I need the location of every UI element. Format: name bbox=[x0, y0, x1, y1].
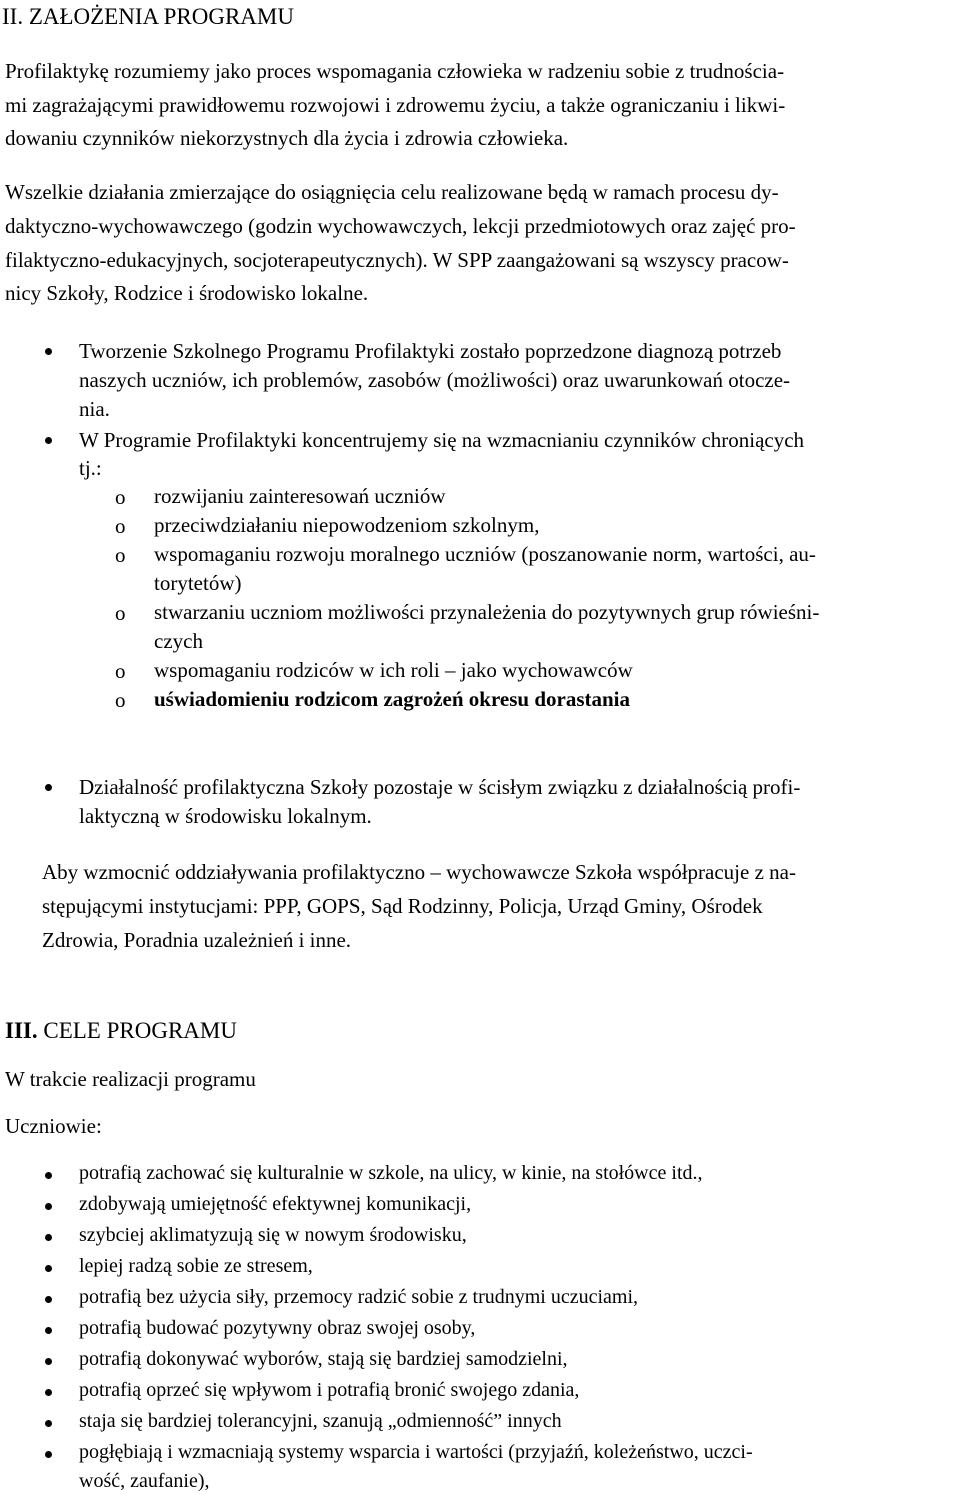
sub-item: wspomaganiu rodziców w ich roli – jako wychowawców bbox=[154, 658, 633, 682]
sub-item: czych bbox=[154, 629, 203, 653]
sub-item-bold: uświadomieniu rodzicom zagrożeń okresu dorastania bbox=[154, 687, 631, 711]
bullet-icon bbox=[45, 1327, 52, 1334]
section-number: III. bbox=[5, 1018, 44, 1043]
paragraph-line: stępującymi instytucjami: PPP, GOPS, Sąd Rodzinny, Policja, Urząd Gminy, Ośrodek bbox=[42, 894, 763, 918]
list-item: potrafią budować pozytywny obraz swojej osoby, bbox=[79, 1317, 476, 1339]
circle-bullet-icon: o bbox=[115, 601, 126, 625]
list-item: pogłębiają i wzmacniają systemy wsparcia i wartości (przyjaźń, koleżeństwo, uczci- bbox=[79, 1441, 753, 1463]
paragraph-line: Zdrowia, Poradnia uzależnień i inne. bbox=[42, 928, 352, 952]
paragraph-line: Profilaktykę rozumiemy jako proces wspomagania człowieka w radzeniu sobie z trudnościa- bbox=[5, 59, 785, 83]
sub-item: torytetów) bbox=[154, 571, 242, 595]
list-item: wość, zaufanie), bbox=[79, 1470, 210, 1492]
bullet-text: W Programie Profilaktyki koncentrujemy się na wzmacnianiu czynników chroniących bbox=[79, 428, 805, 452]
paragraph-line: nicy Szkoły, Rodzice i środowisko lokalne. bbox=[5, 281, 369, 305]
bullet-icon bbox=[45, 1203, 52, 1210]
sub-item: stwarzaniu uczniom możliwości przynależenia do pozytywnych grup rówieśni- bbox=[154, 600, 820, 624]
list-item: potrafią bez użycia siły, przemocy radzić sobie z trudnymi uczuciami, bbox=[79, 1286, 639, 1308]
bullet-icon bbox=[45, 1234, 52, 1241]
list-item: zdobywają umiejętność efektywnej komunikacji, bbox=[79, 1193, 472, 1215]
bullet-icon bbox=[45, 348, 52, 355]
bullet-icon bbox=[45, 1296, 52, 1303]
circle-bullet-icon: o bbox=[115, 659, 126, 683]
sub-item: przeciwdziałaniu niepowodzeniom szkolnym, bbox=[154, 513, 540, 537]
paragraph-line: mi zagrażającymi prawidłowemu rozwojowi i zdrowemu życiu, a także ograniczaniu i likwi- bbox=[5, 93, 786, 117]
circle-bullet-icon: o bbox=[115, 485, 126, 509]
circle-bullet-icon: o bbox=[115, 543, 126, 567]
bullet-icon bbox=[45, 1389, 52, 1396]
bullet-icon bbox=[45, 1265, 52, 1272]
list-item: lepiej radzą sobie ze stresem, bbox=[79, 1255, 313, 1277]
bullet-text: naszych uczniów, ich problemów, zasobów (możliwości) oraz uwarunkowań otocze- bbox=[79, 368, 791, 392]
sub-item: wspomaganiu rozwoju moralnego uczniów (poszanowanie norm, wartości, au- bbox=[154, 542, 816, 566]
bullet-text: tj.: bbox=[79, 456, 102, 480]
section-intro: W trakcie realizacji programu bbox=[5, 1067, 256, 1091]
circle-bullet-icon: o bbox=[115, 688, 126, 712]
paragraph-line: filaktyczno-edukacyjnych, socjoterapeutycznych). W SPP zaangażowani są wszyscy pracow- bbox=[5, 248, 789, 272]
paragraph-line: dowaniu czynników niekorzystnych dla życia i zdrowia człowieka. bbox=[5, 126, 569, 150]
bullet-icon bbox=[45, 784, 52, 791]
bullet-icon bbox=[45, 1358, 52, 1365]
paragraph-line: daktyczno-wychowawczego (godzin wychowawczych, lekcji przedmiotowych oraz zajęć pro- bbox=[5, 214, 796, 238]
list-item: szybciej aklimatyzują się w nowym środowisku, bbox=[79, 1224, 467, 1246]
section-heading-3 bbox=[5, 1019, 237, 1042]
list-item: potrafią oprzeć się wpływom i potrafią bronić swojego zdania, bbox=[79, 1379, 580, 1401]
bullet-text: Tworzenie Szkolnego Programu Profilaktyki zostało poprzedzone diagnozą potrzeb bbox=[79, 339, 782, 363]
paragraph-line: Aby wzmocnić oddziaływania profilaktyczno – wychowawcze Szkoła współpracuje z na- bbox=[42, 860, 796, 884]
circle-bullet-icon: o bbox=[115, 514, 126, 538]
bullet-icon bbox=[45, 437, 52, 444]
bullet-text: Działalność profilaktyczna Szkoły pozostaje w ścisłym związku z działalnością profi- bbox=[79, 775, 801, 799]
list-item: potrafią dokonywać wyborów, stają się bardziej samodzielni, bbox=[79, 1348, 568, 1370]
bullet-icon bbox=[45, 1172, 52, 1179]
paragraph-line: Wszelkie działania zmierzające do osiągnięcia celu realizowane będą w ramach procesu dy- bbox=[5, 180, 779, 204]
pupils-label: Uczniowie: bbox=[5, 1114, 102, 1138]
section-title: CELE PROGRAMU bbox=[43, 1018, 237, 1043]
bullet-text: nia. bbox=[79, 397, 110, 421]
list-item: potrafią zachować się kulturalnie w szkole, na ulicy, w kinie, na stołówce itd., bbox=[79, 1162, 703, 1184]
bullet-text: laktyczną w środowisku lokalnym. bbox=[79, 804, 372, 828]
bullet-icon bbox=[45, 1451, 52, 1458]
bullet-icon bbox=[45, 1420, 52, 1427]
list-item: staja się bardziej tolerancyjni, szanują „odmienność” innych bbox=[79, 1410, 562, 1432]
section-heading-2: II. ZAŁOŻENIA PROGRAMU bbox=[2, 4, 294, 29]
sub-item: rozwijaniu zainteresowań uczniów bbox=[154, 484, 446, 508]
